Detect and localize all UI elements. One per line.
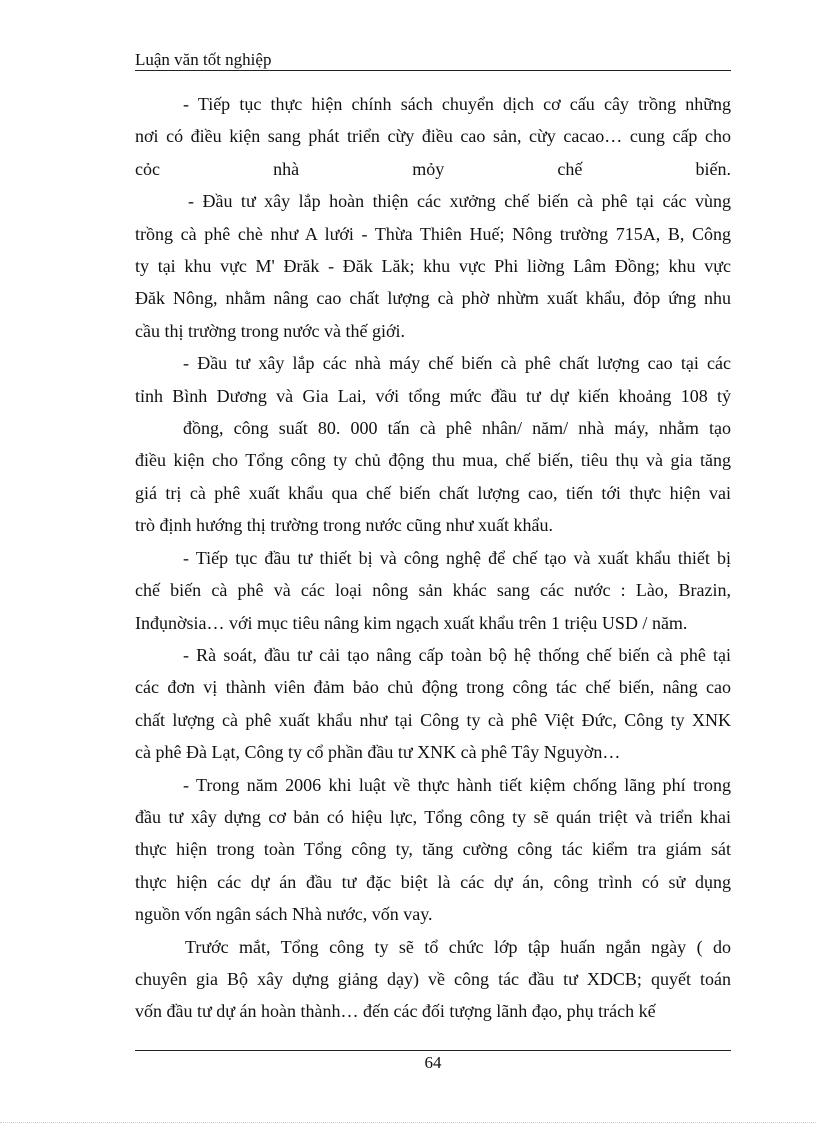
text-line: thực hiện trong toàn Tổng công ty, tăng cường công tác kiểm tra giám sát	[135, 839, 731, 860]
text-line: đồng, công suất 80. 000 tấn cà phê nhân/ năm/ nhà máy, nhằm tạo	[183, 418, 731, 439]
text-line: Trước mắt, Tổng công ty sẽ tổ chức lớp tập huấn ngắn ngày ( do	[185, 936, 731, 957]
paragraph-7	[135, 931, 731, 1028]
text-line: - Đầu tư xây lắp các nhà máy chế biến cà phê chất lượng cao tại các	[183, 353, 731, 374]
text-line: - Tiếp tục thực hiện chính sách chuyển dịch cơ cấu cây trồng những	[183, 94, 731, 114]
text-line: - Tiếp tục đầu tư thiết bị và công nghệ để chế tạo và xuất khẩu thiết bị	[183, 547, 731, 568]
text-line: điều kiện cho Tổng công ty chủ động thu mua, chế biến, tiêu thụ và gia tăng	[135, 450, 731, 471]
running-header: Luận văn tốt nghiệp	[135, 50, 272, 69]
text-line: nguồn vốn ngân sách Nhà nước, vốn vay.	[135, 904, 433, 925]
text-line: thực hiện các dự án đầu tư đặc biệt là các dự án, công trình có sử dụng	[135, 871, 731, 892]
header-divider	[135, 70, 731, 71]
text-line: Đăk Nông, nhằm nâng cao chất lượng cà phờ nhừm xuất khẩu, đỏp ứng nhu	[135, 288, 731, 309]
text-line: cà phê Đà Lạt, Công ty cổ phần đầu tư XNK cà phê Tây Nguyờn…	[135, 742, 621, 763]
text-line: chất lượng cà phê xuất khẩu như tại Công ty cà phê Việt Đức, Công ty XNK	[135, 709, 731, 730]
text-line: - Rà soát, đầu tư cải tạo nâng cấp toàn bộ hệ thống chế biến cà phê tại	[183, 644, 731, 665]
text-line: nơi có điều kiện sang phát triển cừy điều cao sản, cừy cacao… cung cấp cho	[135, 126, 731, 147]
paragraph-5	[135, 639, 731, 769]
text-line: - Trong năm 2006 khi luật về thực hành tiết kiệm chống lãng phí trong	[183, 774, 731, 795]
text-line: cầu thị trường trong nước và thế giới.	[135, 320, 406, 341]
footer-divider	[135, 1050, 731, 1051]
text-line: chế biến cà phê và các loại nông sản khác sang các nước : Lào, Brazin,	[135, 580, 731, 601]
text-line: trò định hướng thị trường trong nước cũng như xuất khẩu.	[135, 515, 554, 536]
paragraph-1	[135, 88, 731, 185]
document-body	[135, 88, 731, 1028]
text-line: - Đầu tư xây lắp hoàn thiện các xưởng chế biến cà phê tại các vùng	[188, 191, 731, 212]
text-line: ty tại khu vực M' Đrăk - Đăk Lăk; khu vực Phi liờng Lâm Đồng; khu vực	[135, 256, 731, 277]
paragraph-2	[135, 185, 731, 347]
text-line: trồng cà phê chè như A lưới - Thừa Thiên Huế; Nông trường 715A, B, Công	[135, 223, 731, 244]
text-line: các đơn vị thành viên đảm bảo chủ động trong công tác chế biến, nâng cao	[135, 677, 731, 698]
text-line: vốn đầu tư dự án hoàn thành… đến các đối tượng lãnh đạo, phụ trách kế	[135, 1001, 656, 1022]
paragraph-4	[135, 542, 731, 639]
text-line: chuyên gia Bộ xây dựng giảng dạy) về công tác đầu tư XDCB; quyết toán	[135, 968, 731, 989]
text-line: Inđụnờsia… với mục tiêu nâng kim ngạch xuất khẩu trên 1 triệu USD / năm.	[135, 612, 688, 633]
text-line: đầu tư xây dựng cơ bản có hiệu lực, Tổng công ty sẽ quán triệt và triển khai	[135, 806, 731, 827]
paragraph-6	[135, 769, 731, 931]
page-number: 64	[424, 1053, 442, 1072]
text-line: cỏc nhà mỏy chế biến.	[135, 158, 731, 179]
text-line: giá trị cà phê xuất khẩu qua chế biến chất lượng cao, tiến tới thực hiện vai	[135, 482, 731, 503]
text-line: tỉnh Bình Dương và Gia Lai, với tổng mức đầu tư dự kiến khoảng 108 tỷ	[135, 385, 731, 406]
paragraph-3	[135, 347, 731, 541]
